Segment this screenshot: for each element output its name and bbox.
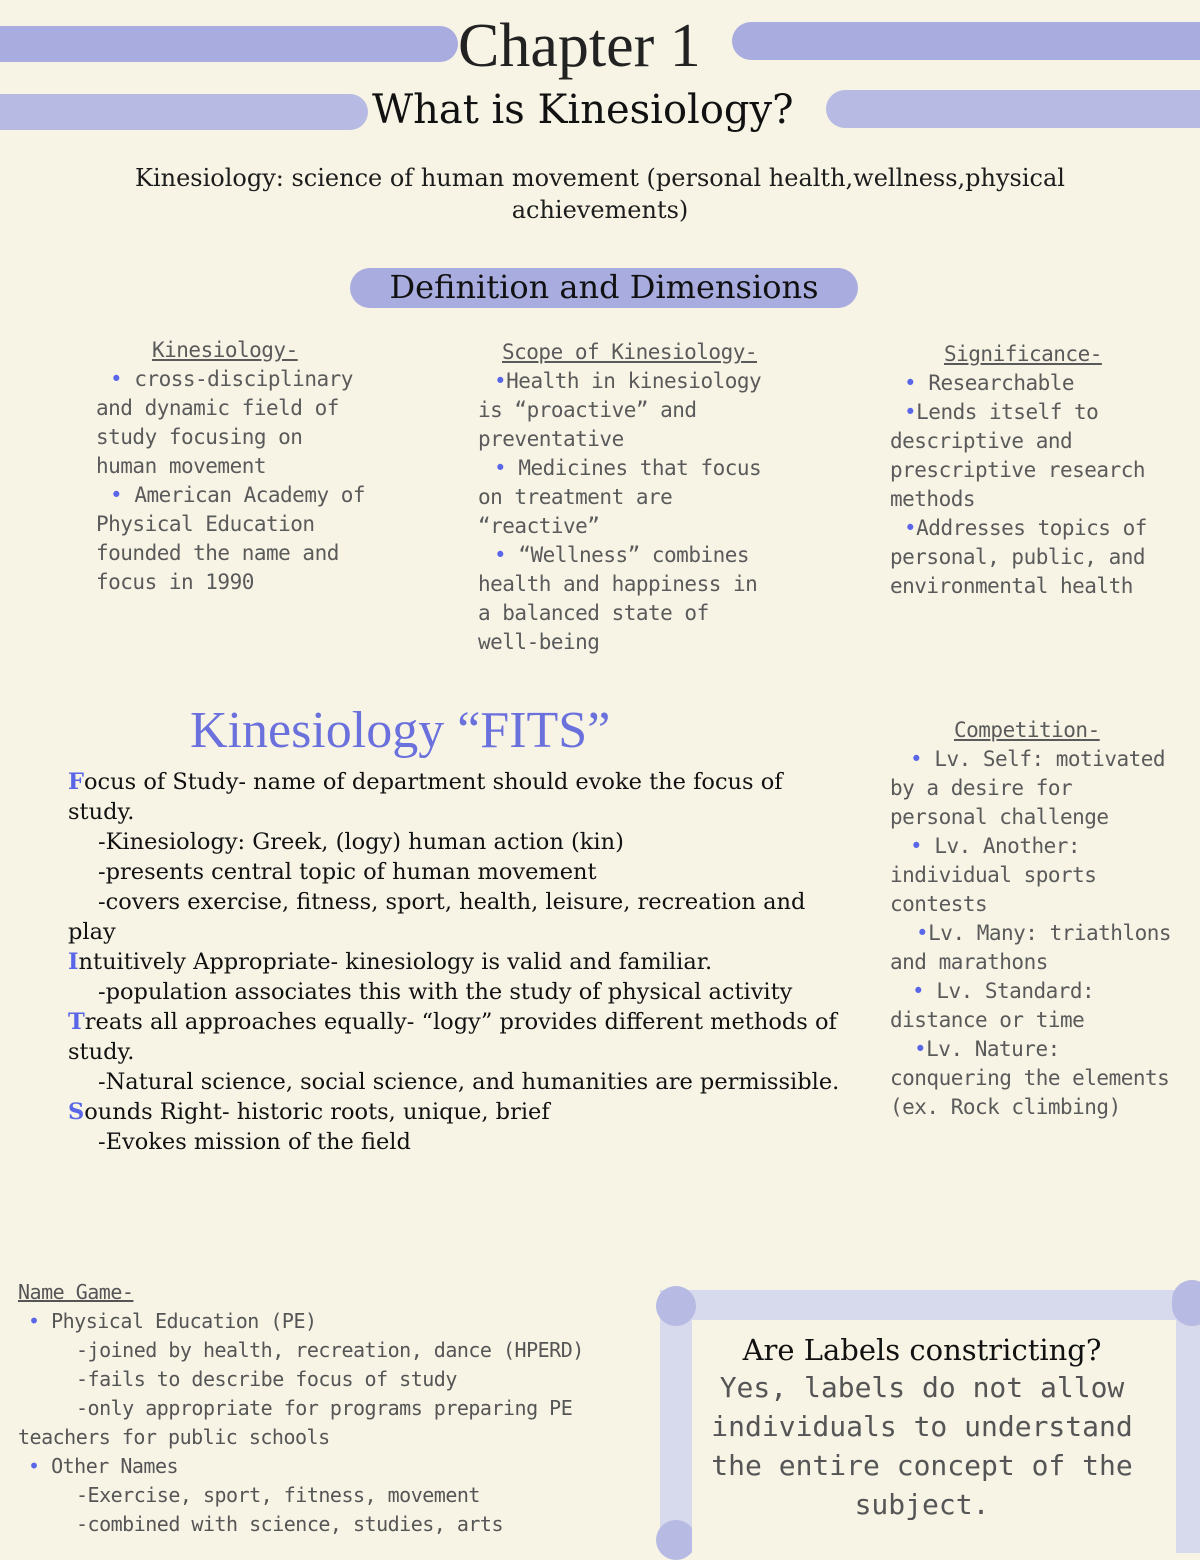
fits-detail: -Kinesiology: Greek, (logy) human action (kin) <box>98 829 624 855</box>
list-item: • Lv. Self: motivated by a desire for personal challenge <box>890 747 1166 829</box>
fits-detail: -Evokes mission of the field <box>98 1129 411 1155</box>
list-item: • Lv. Standard: distance or time <box>890 979 1095 1032</box>
list-item: • Physical Education (PE) <box>18 1307 658 1336</box>
name-game-heading: Name Game- <box>18 1280 134 1304</box>
labels-box-corner <box>656 1286 696 1326</box>
list-subitem: -Exercise, sport, fitness, movement <box>76 1483 480 1507</box>
fits-detail: -covers exercise, fitness, sport, health, leisure, recreation and play <box>68 889 806 945</box>
bullet-icon: • <box>904 516 917 540</box>
bullet-icon: • <box>494 369 507 393</box>
list-item: • cross-disciplinary and dynamic field of study focusing on human movement <box>96 367 353 478</box>
labels-box-corner <box>1172 1280 1200 1326</box>
list-subitem: -joined by health, recreation, dance (HPERD) <box>76 1338 584 1362</box>
fits-letter: F <box>68 769 84 795</box>
page-subtitle: What is Kinesiology? <box>372 87 794 133</box>
fits-section <box>68 767 848 1157</box>
list-item: • Medicines that focus on treatment are “reactive” <box>478 456 762 538</box>
header-bar-left-1 <box>0 26 458 62</box>
fits-letter: S <box>68 1099 85 1125</box>
chapter-title: Chapter 1 <box>458 12 701 80</box>
list-item: •Addresses topics of personal, public, and environmental health <box>890 516 1147 598</box>
list-item: • Other Names <box>18 1452 658 1481</box>
section-pill-definition: Definition and Dimensions <box>350 268 858 308</box>
bullet-icon: • <box>110 483 123 507</box>
list-item: • Lv. Another: individual sports contests <box>890 834 1097 916</box>
bullet-icon: • <box>904 371 917 395</box>
labels-question: Are Labels constricting? <box>742 1333 1102 1367</box>
column-scope <box>478 338 778 657</box>
column-heading: Scope of Kinesiology- <box>502 340 758 364</box>
list-subitem: -combined with science, studies, arts <box>76 1512 504 1536</box>
list-subitem: -only appropriate for programs preparing PE teachers for public schools <box>18 1396 573 1449</box>
fits-letter: T <box>68 1009 85 1035</box>
header-bar-left-2 <box>0 94 368 130</box>
fits-title: Kinesiology “FITS” <box>190 702 611 759</box>
fits-sounds: Sounds Right- historic roots, unique, brief <box>68 1099 550 1125</box>
fits-letter: I <box>68 949 79 975</box>
bullet-icon: • <box>912 979 925 1003</box>
bullet-icon: • <box>28 1309 40 1333</box>
column-competition <box>890 716 1180 1122</box>
fits-detail: -population associates this with the study of physical activity <box>98 979 793 1005</box>
bullet-icon: • <box>914 1037 927 1061</box>
header-bar-right-1 <box>732 22 1200 60</box>
list-item: •Lends itself to descriptive and prescriptive research methods <box>890 400 1146 511</box>
list-item: •Lv. Many: triathlons and marathons <box>890 921 1172 974</box>
fits-intuitive: Intuitively Appropriate- kinesiology is valid and familiar. <box>68 949 713 975</box>
bullet-icon: • <box>910 747 923 771</box>
labels-answer: Yes, labels do not allow individuals to understand the entire concept of the subject. <box>711 1371 1133 1521</box>
fits-detail: -presents central topic of human movement <box>98 859 597 885</box>
column-significance <box>890 340 1170 601</box>
list-item: • American Academy of Physical Education founded the name and focus in 1990 <box>96 483 366 594</box>
bullet-icon: • <box>494 543 507 567</box>
list-item: •Lv. Nature: conquering the elements (ex. Rock climbing) <box>890 1037 1170 1119</box>
bullet-icon: • <box>28 1454 40 1478</box>
intro-definition: Kinesiology: science of human movement (personal health,wellness,physical achievements) <box>135 164 1065 224</box>
header-bar-right-2 <box>826 90 1200 128</box>
list-item: •Health in kinesiology is “proactive” and preventative <box>478 369 762 451</box>
column-heading: Competition- <box>954 718 1100 742</box>
column-kinesiology <box>96 336 366 597</box>
list-item: • Researchable <box>890 369 1170 398</box>
list-subitem: -fails to describe focus of study <box>76 1367 457 1391</box>
bullet-icon: • <box>494 456 507 480</box>
bullet-icon: • <box>916 921 929 945</box>
list-item: • “Wellness” combines health and happiness in a balanced state of well-being <box>478 543 758 654</box>
fits-detail: -Natural science, social science, and humanities are permissible. <box>98 1069 840 1095</box>
labels-box-content <box>692 1332 1152 1524</box>
fits-treats: Treats all approaches equally- “logy” provides different methods of study. <box>68 1009 837 1065</box>
bullet-icon: • <box>904 400 917 424</box>
fits-focus: Focus of Study- name of department should evoke the focus of study. <box>68 769 783 825</box>
column-heading: Significance- <box>944 342 1102 366</box>
name-game-section <box>18 1278 658 1539</box>
bullet-icon: • <box>910 834 923 858</box>
column-heading: Kinesiology- <box>152 338 298 362</box>
bullet-icon: • <box>110 367 123 391</box>
labels-box-corner <box>656 1520 696 1560</box>
